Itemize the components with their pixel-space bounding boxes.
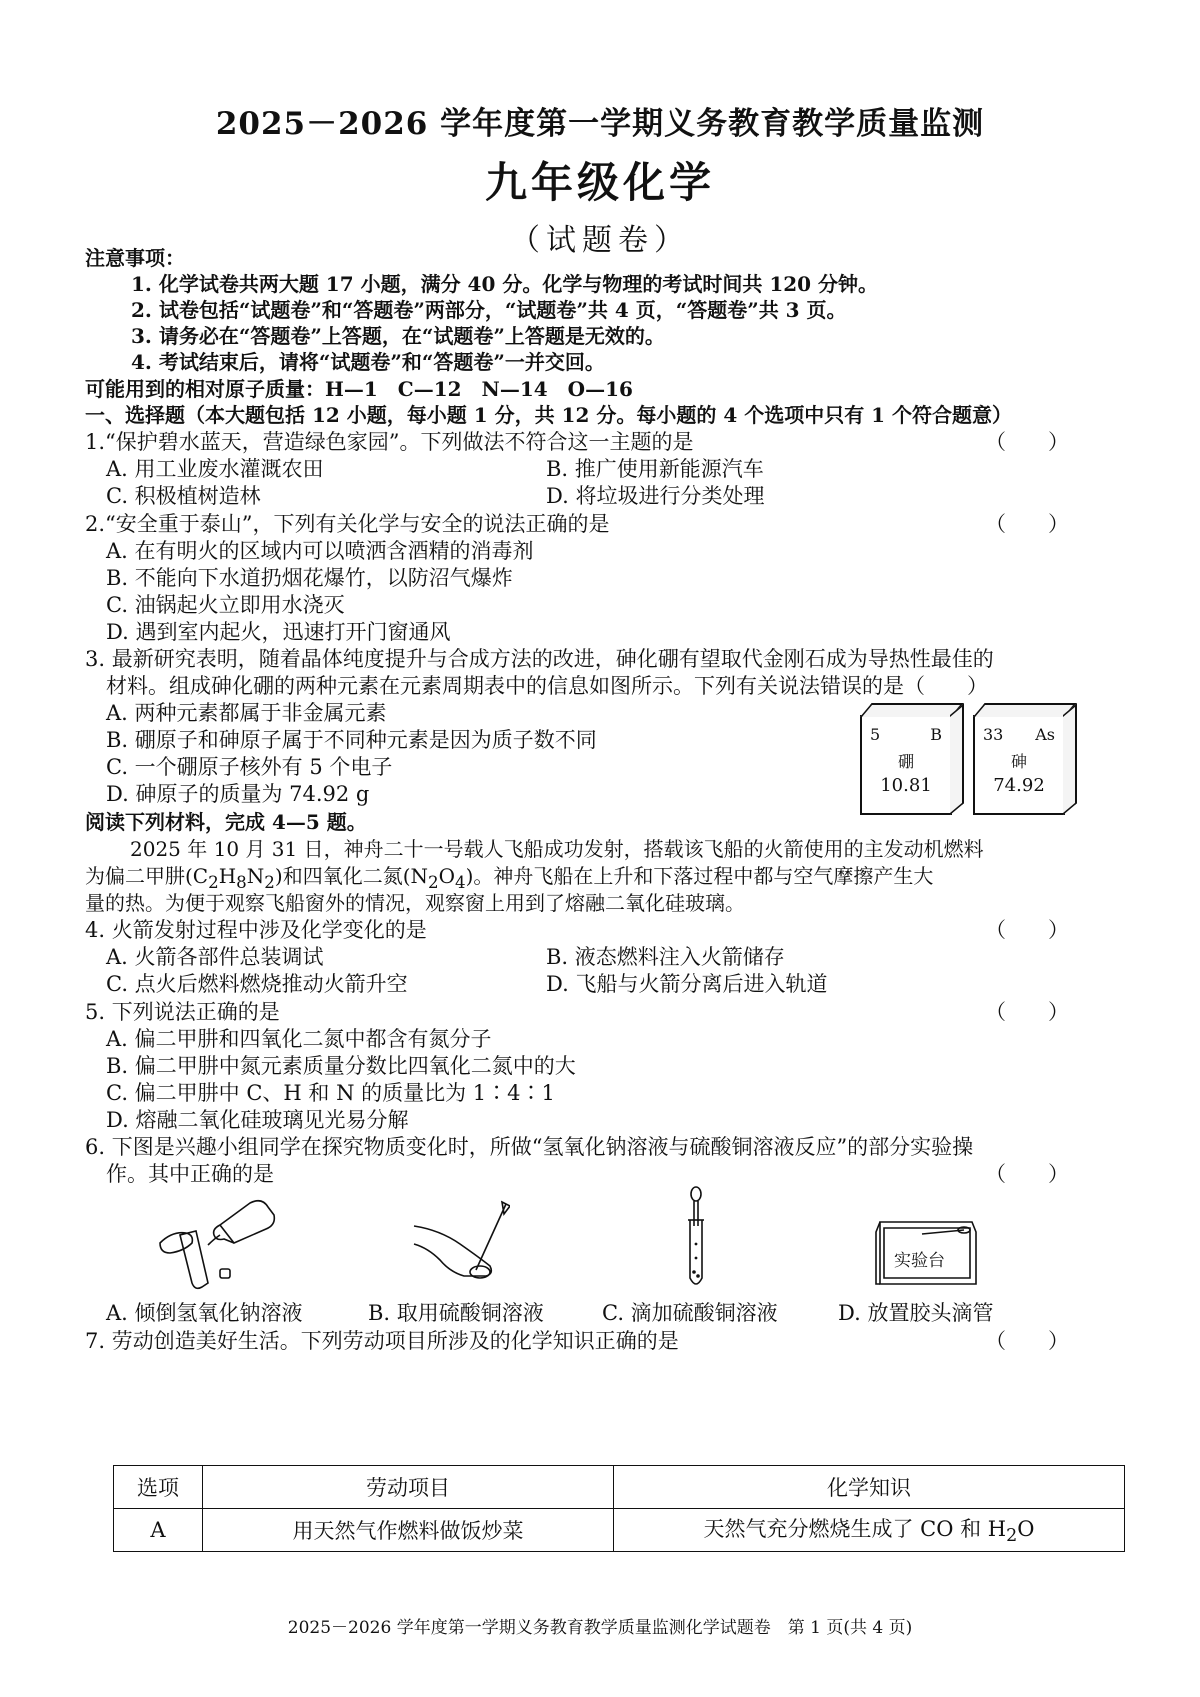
notice-item: 4. 考试结束后，请将“试题卷”和“答题卷”一并交回。 (131, 350, 605, 374)
notice-item: 2. 试卷包括“试题卷”和“答题卷”两部分，“试题卷”共 4 页，“答题卷”共 3 页。 (131, 298, 847, 322)
option: B. 硼原子和砷原子属于不同种元素是因为质子数不同 (106, 728, 597, 752)
element-symbol: As (1035, 725, 1055, 744)
pouring-illustration (150, 1195, 280, 1295)
page-footer: 2025－2026 学年度第一学期义务教育教学质量监测化学试题卷 第 1 页(共 4 页) (287, 1618, 913, 1638)
question-stem: 4. 火箭发射过程中涉及化学变化的是 (85, 918, 427, 942)
table-header-cell: 劳动项目 (203, 1466, 614, 1509)
table-header-row (114, 1466, 1125, 1509)
atomic-mass: 10.81 (880, 775, 932, 796)
answer-paren: （ ） (985, 1329, 1069, 1353)
option: A. 倾倒氢氧化钠溶液 (106, 1301, 303, 1325)
option: C. 滴加硫酸铜溶液 (602, 1301, 778, 1325)
dropper-hand-illustration (410, 1200, 510, 1295)
option: B. 取用硫酸铜溶液 (368, 1301, 544, 1325)
table-cell: 用天然气作燃料做饭炒菜 (203, 1509, 614, 1552)
question-stem: 3. 最新研究表明，随着晶体纯度提升与合成方法的改进，砷化硼有望取代金刚石成为导热性最佳的 (85, 647, 994, 671)
reading-paragraph: 量的热。为便于观察飞船窗外的情况，观察窗上用到了熔融二氧化硅玻璃。 (85, 891, 745, 915)
option: B. 液态燃料注入火箭储存 (546, 945, 785, 969)
option: D. 将垃圾进行分类处理 (546, 484, 765, 508)
option: D. 遇到室内起火，迅速打开门窗通风 (106, 620, 451, 644)
answer-paren: （ ） (985, 512, 1069, 536)
element-card-boron (860, 715, 952, 815)
answer-paren: （ ） (985, 1162, 1069, 1186)
option: C. 油锅起火立即用水浇灭 (106, 593, 345, 617)
option: D. 放置胶头滴管 (838, 1301, 994, 1325)
reading-paragraph: 为偏二甲肼$(C_2H_8N_2)$和四氧化二氮$(N_2O_4)$。神舟飞船在上升和下落过程中都与空气摩擦产生大 (85, 864, 934, 892)
lab-bench-label: 实验台 (894, 1251, 945, 1271)
option: C. 偏二甲肼中 C、H 和 N 的质量比为 1∶4∶1 (106, 1081, 555, 1105)
table-row (114, 1509, 1125, 1552)
answer-paren: （ ） (985, 918, 1069, 942)
question-stem: 1.“保护碧水蓝天，营造绿色家园”。下列做法不符合这一主题的是 (85, 430, 694, 454)
table-cell: A (114, 1509, 203, 1552)
lab-bench-illustration (872, 1212, 982, 1292)
reading-paragraph: 2025 年 10 月 31 日，神舟二十一号载人飞船成功发射，搭载该飞船的火箭使用的主发动机燃料 (130, 837, 984, 861)
option: D. 熔融二氧化硅玻璃见光易分解 (106, 1108, 409, 1132)
option: B. 不能向下水道扔烟花爆竹，以防沼气爆炸 (106, 566, 513, 590)
option: C. 积极植树造林 (106, 484, 261, 508)
option: A. 在有明火的区域内可以喷洒含酒精的消毒剂 (106, 539, 534, 563)
question-stem: 7. 劳动创造美好生活。下列劳动项目所涉及的化学知识正确的是 (85, 1329, 679, 1353)
atomic-number: 5 (870, 725, 881, 744)
reading-intro: 阅读下列材料，完成 4—5 题。 (85, 810, 367, 834)
question-stem: 5. 下列说法正确的是 (85, 1000, 280, 1024)
question-stem: 6. 下图是兴趣小组同学在探究物质变化时，所做“氢氧化钠溶液与硫酸铜溶液反应”的部分实验操 (85, 1135, 974, 1159)
table-header-cell: 选项 (114, 1466, 203, 1509)
question-stem: 2.“安全重于泰山”，下列有关化学与安全的说法正确的是 (85, 512, 610, 536)
question-stem-cont: 作。其中正确的是 (106, 1162, 274, 1186)
option: C. 点火后燃料燃烧推动火箭升空 (106, 972, 408, 996)
paper-type: （试题卷） (510, 223, 690, 258)
option: A. 两种元素都属于非金属元素 (106, 701, 387, 725)
notice-item: 3. 请务必在“答题卷”上答题，在“试题卷”上答题是无效的。 (131, 324, 665, 348)
option: C. 一个硼原子核外有 5 个电子 (106, 755, 393, 779)
element-symbol: B (930, 725, 942, 744)
atomic-number: 33 (983, 725, 1004, 744)
atomic-mass-line: 可能用到的相对原子质量：H—1 C—12 N—14 O—16 (85, 377, 633, 401)
question-stem-cont: 材料。组成砷化硼的两种元素在元素周期表中的信息如图所示。下列有关说法错误的是（ ） (106, 674, 988, 698)
option: D. 砷原子的质量为 74.92 g (106, 782, 370, 806)
element-name: 砷 (1010, 752, 1027, 771)
notice-heading: 注意事项： (85, 246, 185, 270)
option: B. 偏二甲肼中氮元素质量分数比四氧化二氮中的大 (106, 1054, 576, 1078)
option: A. 用工业废水灌溉农田 (106, 457, 324, 481)
notice-item: 1. 化学试卷共两大题 17 小题，满分 40 分。化学与物理的考试时间共 120 分钟。 (131, 272, 879, 296)
labor-table (113, 1465, 1125, 1552)
option: D. 飞船与火箭分离后进入轨道 (546, 972, 828, 996)
element-card-arsenic (973, 715, 1065, 815)
section-heading: 一、选择题（本大题包括 12 小题，每小题 1 分，共 12 分。每小题的 4 个选项中只有 1 个符合题意） (85, 403, 1013, 427)
option: A. 偏二甲肼和四氧化二氮中都含有氮分子 (106, 1027, 492, 1051)
answer-paren: （ ） (985, 430, 1069, 454)
table-header-cell: 化学知识 (614, 1466, 1125, 1509)
test-tube-dropper-illustration (676, 1186, 716, 1294)
option: B. 推广使用新能源汽车 (546, 457, 764, 481)
exam-title: 2025－2026 学年度第一学期义务教育教学质量监测 (215, 106, 985, 142)
table-cell: 天然气充分燃烧生成了 CO 和 $H_2O$ (614, 1509, 1125, 1552)
subject-title: 九年级化学 (484, 158, 715, 207)
atomic-mass: 74.92 (993, 775, 1045, 796)
element-name: 硼 (897, 752, 914, 771)
answer-paren: （ ） (985, 1000, 1069, 1024)
option: A. 火箭各部件总装调试 (106, 945, 324, 969)
